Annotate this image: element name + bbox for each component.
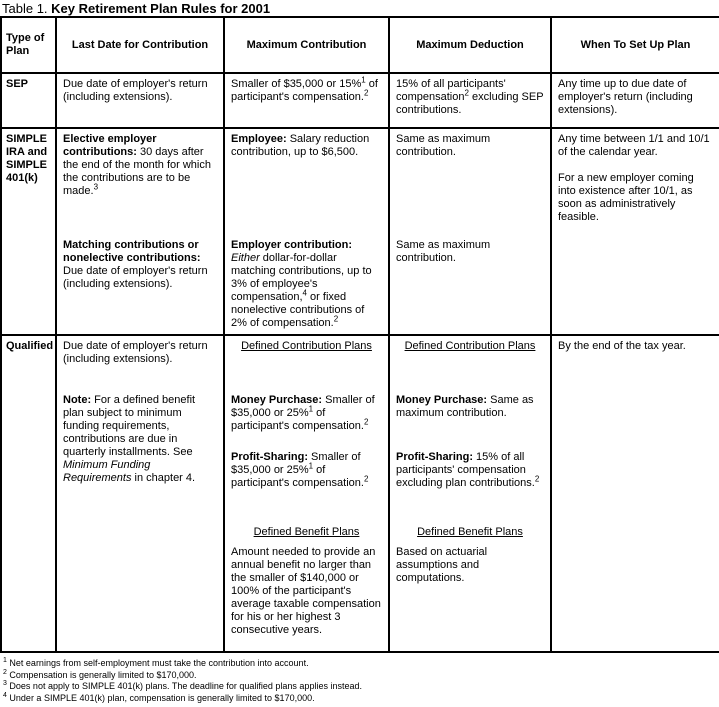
footnote-1: $^1$ Net earnings from self-employment must take the contribution into account. (3, 657, 309, 668)
deduction-dbp-heading: Defined Benefit Plans (417, 526, 523, 538)
simple-deduction-first: Same as maximum contribution. (396, 133, 491, 158)
table-title (0, 0, 719, 16)
cell-simple-plan: SIMPLE IRA and SIMPLE 401(k) (1, 128, 56, 335)
cell-simple-last-date (56, 128, 224, 335)
col-header-last-date: Last Date for Contribution (56, 17, 224, 73)
qualified-due-date-paragraph: Due date of employer's return (including extensions). (63, 340, 208, 365)
contribution-money-purchase: Money Purchase: Smaller of $35,000 or 25%$^1$ of participant's compensation.$^2$ (231, 394, 375, 432)
simple-deduction-second: Same as maximum contribution. (396, 239, 491, 264)
cell-qualified-last-date (56, 335, 224, 652)
deduction-profit-sharing: Profit-Sharing: 15% of all participants' compensation excluding plan contributions.$^2$ (396, 451, 540, 489)
cell-qualified-max-contribution (224, 335, 389, 652)
footnote-4: $^4$ Under a SIMPLE 401(k) plan, compensation is generally limited to $170,000. (3, 691, 315, 703)
table-title-main: Key Retirement Plan Rules for 2001 (51, 1, 271, 16)
cell-sep-plan: SEP (1, 73, 56, 128)
table-row-simple (1, 128, 719, 335)
contribution-dbp-heading: Defined Benefit Plans (253, 526, 360, 538)
deduction-dcp-heading: Defined Contribution Plans (404, 340, 536, 352)
deduction-defined-benefit: Based on actuarial assumptions and computations. (396, 546, 488, 584)
simple-employee-paragraph: Employee: Salary reduction contribution, up to $6,500. (231, 133, 370, 158)
footnote-3: $^3$ Does not apply to SIMPLE 401(k) plans. The deadline for qualified plans applies instead. (3, 680, 362, 691)
simple-employer-paragraph: Employer contribution: Either dollar-for-dollar matching contributions, up to 3% of employee's compensation,$^4$ or fixed nonelective contributions of 2% of compensation.$^2$ (231, 239, 372, 329)
cell-sep-last-date: Due date of employer's return (including extensions). (56, 73, 224, 128)
cell-sep-when-setup: Any time up to due date of employer's return (including extensions). (551, 73, 719, 128)
cell-qualified-plan: Qualified (1, 335, 56, 652)
cell-simple-when-setup (551, 128, 719, 335)
table-row-qualified (1, 335, 719, 652)
contribution-profit-sharing: Profit-Sharing: Smaller of $35,000 or 25%$^1$ of participant's compensation.$^2$ (231, 451, 369, 489)
simple-when-setup-p2: For a new employer coming into existence after 10/1, as soon as administratively feasible. (558, 172, 694, 223)
table-row-sep (1, 73, 719, 128)
contribution-defined-benefit: Amount needed to provide an annual benefit no larger than the smaller of $140,000 or 100% of the participant's average taxable compensation for his or her highest 3 consecutive years. (231, 546, 381, 636)
footnote-2: $^2$ Compensation is generally limited to $170,000. (3, 668, 197, 680)
cell-sep-max-contribution: Smaller of $35,000 or 15%$^1$ of participant's compensation.$^2$ (224, 73, 389, 128)
col-header-max-deduction: Maximum Deduction (389, 17, 551, 73)
col-header-when-setup: When To Set Up Plan (551, 17, 719, 73)
col-header-max-contribution: Maximum Contribution (224, 17, 389, 73)
deduction-money-purchase: Money Purchase: Same as maximum contribution. (396, 394, 534, 419)
cell-qualified-max-deduction (389, 335, 551, 652)
simple-elective-paragraph: Elective employer contributions: 30 days after the end of the month for which the contributions are to be made.$^3$ (63, 133, 211, 197)
simple-when-setup-p1: Any time between 1/1 and 10/1 of the calendar year. (558, 133, 710, 158)
col-header-type-of-plan: Type of Plan (1, 17, 56, 73)
contribution-dcp-heading: Defined Contribution Plans (241, 340, 372, 352)
cell-qualified-when-setup: By the end of the tax year. (551, 335, 719, 652)
simple-matching-paragraph: Matching contributions or nonelective contributions: Due date of employer's return (including extensions). (63, 239, 208, 290)
header-row (1, 17, 719, 73)
table-title-prefix: Table 1. (2, 1, 48, 16)
cell-simple-max-deduction (389, 128, 551, 335)
retirement-plan-rules-table (0, 16, 719, 653)
cell-simple-max-contribution (224, 128, 389, 335)
footnotes (0, 653, 719, 704)
qualified-note-paragraph: Note: For a defined benefit plan subject to minimum funding requirements, contributions are due in quarterly installments. See Minimum Funding Requirements in chapter 4. (63, 394, 196, 484)
cell-sep-max-deduction: 15% of all participants' compensation$^2$ excluding SEP contributions. (389, 73, 551, 128)
